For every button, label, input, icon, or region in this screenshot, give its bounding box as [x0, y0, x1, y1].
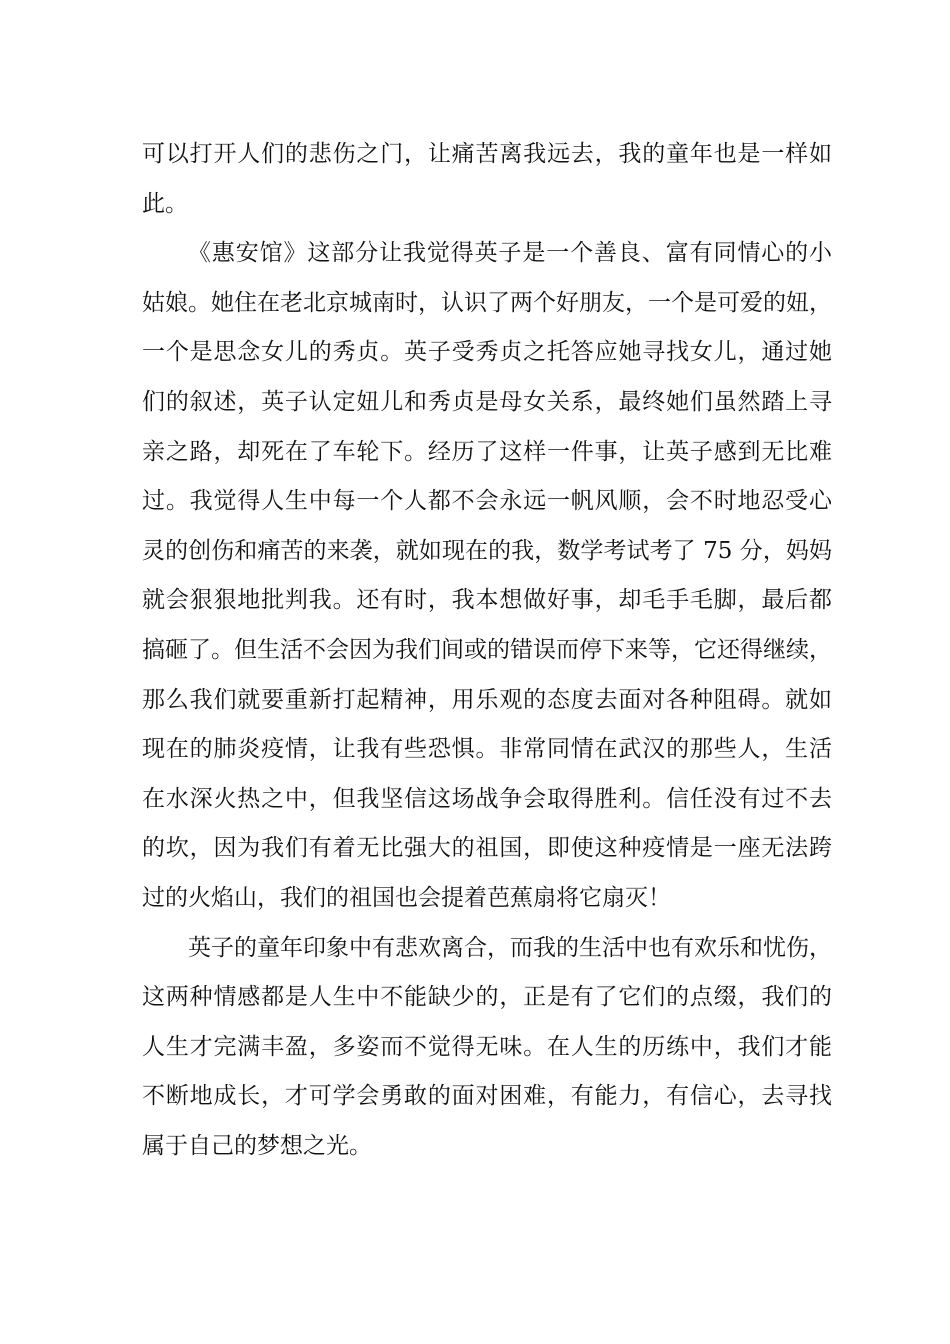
- text-line: 属于自己的梦想之光。: [142, 1132, 372, 1159]
- text-line: 过的火焰山，我们的祖国也会提着芭蕉扇将它扇灭！: [142, 884, 671, 911]
- text-line: 灵的创伤和痛苦的来袭，就如现在的我，数学考试考了 75 分，妈妈: [142, 537, 832, 564]
- text-line: 人生才完满丰盈，多姿而不觉得无味。在人生的历练中，我们才能: [142, 1033, 832, 1060]
- text-line: 不断地成长，才可学会勇敢的面对困难，有能力，有信心，去寻找: [142, 1083, 832, 1110]
- text-line: 在水深火热之中，但我坚信这场战争会取得胜利。信任没有过不去: [142, 785, 832, 812]
- paragraph-start-line: 《惠安馆》这部分让我觉得英子是一个善良、富有同情心的小: [188, 240, 832, 267]
- text-line: 们的叙述，英子认定妞儿和秀贞是母女关系，最终她们虽然踏上寻: [142, 388, 832, 415]
- text-line: 姑娘。她住在老北京城南时，认识了两个好朋友，一个是可爱的妞，: [142, 289, 832, 316]
- text-line: 现在的肺炎疫情，让我有些恐惧。非常同情在武汉的那些人，生活: [142, 736, 832, 763]
- text-line: 的坎，因为我们有着无比强大的祖国，即使这种疫情是一座无法跨: [142, 835, 832, 862]
- text-line: 过。我觉得人生中每一个人都不会永远一帆风顺，会不时地忍受心: [142, 488, 832, 515]
- essay-text: [142, 130, 832, 1171]
- paragraph-start-line: 英子的童年印象中有悲欢离合，而我的生活中也有欢乐和忧伤，: [188, 934, 832, 961]
- text-line: 那么我们就要重新打起精神，用乐观的态度去面对各种阻碍。就如: [142, 686, 832, 713]
- text-line: 这两种情感都是人生中不能缺少的，正是有了它们的点缀，我们的: [142, 984, 832, 1011]
- text-line: 此。: [142, 190, 188, 217]
- text-line: 一个是思念女儿的秀贞。英子受秀贞之托答应她寻找女儿，通过她: [142, 339, 832, 366]
- text-line: 搞砸了。但生活不会因为我们间或的错误而停下来等，它还得继续，: [142, 636, 832, 663]
- text-line: 亲之路，却死在了车轮下。经历了这样一件事，让英子感到无比难: [142, 438, 832, 465]
- text-line: 就会狠狠地批判我。还有时，我本想做好事，却毛手毛脚，最后都: [142, 587, 832, 614]
- text-line: 可以打开人们的悲伤之门，让痛苦离我远去，我的童年也是一样如: [142, 141, 832, 167]
